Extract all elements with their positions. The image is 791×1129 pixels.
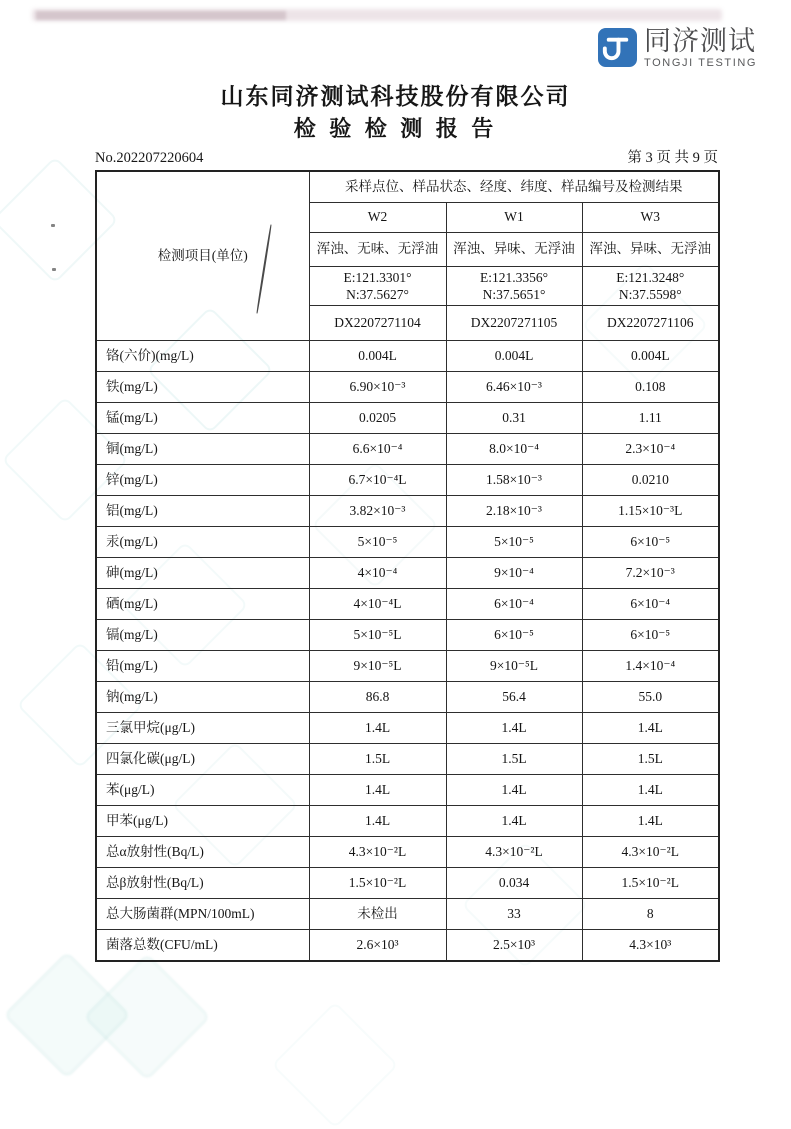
row-item-label: 铜(mg/L) <box>96 434 309 465</box>
column-id: W3 <box>582 203 719 233</box>
table-row <box>96 434 719 465</box>
sample-number: DX2207271105 <box>446 306 582 341</box>
tongji-logo-icon <box>598 28 637 67</box>
table-row <box>96 930 719 962</box>
row-item-label: 菌落总数(CFU/mL) <box>96 930 309 962</box>
table-row <box>96 341 719 372</box>
diagonal-slash <box>256 224 272 313</box>
row-value-cell: 0.034 <box>446 868 582 899</box>
latitude: N:37.5627° <box>346 287 409 302</box>
row-item-label: 铝(mg/L) <box>96 496 309 527</box>
row-item-label: 镉(mg/L) <box>96 620 309 651</box>
row-value-cell: 5×10⁻⁵L <box>309 620 446 651</box>
row-value-cell: 6×10⁻⁵ <box>446 620 582 651</box>
row-item-label: 三氯甲烷(μg/L) <box>96 713 309 744</box>
table-row <box>96 589 719 620</box>
table-row <box>96 837 719 868</box>
row-item-label: 锰(mg/L) <box>96 403 309 434</box>
table-row <box>96 868 719 899</box>
row-item-label: 甲苯(μg/L) <box>96 806 309 837</box>
row-value-cell: 9×10⁻⁴ <box>446 558 582 589</box>
row-item-label: 硒(mg/L) <box>96 589 309 620</box>
row-value-cell: 1.4L <box>446 713 582 744</box>
table-row <box>96 465 719 496</box>
row-value-cell: 2.6×10³ <box>309 930 446 962</box>
table-row <box>96 403 719 434</box>
row-value-cell: 6×10⁻⁴ <box>446 589 582 620</box>
table-row <box>96 558 719 589</box>
row-value-cell: 0.108 <box>582 372 719 403</box>
sample-coordinates <box>309 267 446 306</box>
corner-label: 检测项目(单位) <box>157 247 248 263</box>
row-value-cell: 1.5L <box>309 744 446 775</box>
row-value-cell: 1.4L <box>446 775 582 806</box>
row-item-label: 铬(六价)(mg/L) <box>96 341 309 372</box>
row-value-cell: 未检出 <box>309 899 446 930</box>
row-value-cell: 0.31 <box>446 403 582 434</box>
row-value-cell: 6×10⁻⁵ <box>582 527 719 558</box>
corner-cell <box>96 171 309 341</box>
sample-state: 浑浊、异味、无浮油 <box>582 233 719 267</box>
row-value-cell: 6.46×10⁻³ <box>446 372 582 403</box>
row-value-cell: 86.8 <box>309 682 446 713</box>
row-item-label: 总β放射性(Bq/L) <box>96 868 309 899</box>
row-value-cell: 1.4L <box>582 713 719 744</box>
row-item-label: 砷(mg/L) <box>96 558 309 589</box>
row-value-cell: 33 <box>446 899 582 930</box>
row-value-cell: 1.11 <box>582 403 719 434</box>
row-value-cell: 8.0×10⁻⁴ <box>446 434 582 465</box>
row-item-label: 锌(mg/L) <box>96 465 309 496</box>
table-row <box>96 527 719 558</box>
table-row <box>96 713 719 744</box>
row-value-cell: 1.15×10⁻³L <box>582 496 719 527</box>
sample-state: 浑浊、异味、无浮油 <box>446 233 582 267</box>
row-item-label: 总α放射性(Bq/L) <box>96 837 309 868</box>
row-item-label: 苯(μg/L) <box>96 775 309 806</box>
row-value-cell: 1.5L <box>446 744 582 775</box>
row-value-cell: 1.4L <box>446 806 582 837</box>
row-value-cell: 1.4L <box>309 775 446 806</box>
column-id: W2 <box>309 203 446 233</box>
row-value-cell: 6×10⁻⁵ <box>582 620 719 651</box>
report-title: 检 验 检 测 报 告 <box>293 116 498 141</box>
row-item-label: 铁(mg/L) <box>96 372 309 403</box>
row-value-cell: 4.3×10⁻²L <box>582 837 719 868</box>
report-number: No.202207220604 <box>95 150 204 166</box>
row-value-cell: 56.4 <box>446 682 582 713</box>
row-value-cell: 4×10⁻⁴ <box>309 558 446 589</box>
row-value-cell: 9×10⁻⁵L <box>446 651 582 682</box>
longitude: E:121.3356° <box>479 270 549 285</box>
row-value-cell: 9×10⁻⁵L <box>309 651 446 682</box>
table-row <box>96 496 719 527</box>
sample-number: DX2207271104 <box>309 306 446 341</box>
row-value-cell: 0.0210 <box>582 465 719 496</box>
row-value-cell: 4.3×10⁻²L <box>309 837 446 868</box>
row-value-cell: 0.004L <box>582 341 719 372</box>
column-id: W1 <box>446 203 582 233</box>
page-indicator: 第 3 页 共 9 页 <box>627 150 718 166</box>
table-row <box>96 651 719 682</box>
row-value-cell: 7.2×10⁻³ <box>582 558 719 589</box>
sample-number: DX2207271106 <box>582 306 719 341</box>
row-value-cell: 6.7×10⁻⁴L <box>309 465 446 496</box>
row-value-cell: 1.4L <box>582 806 719 837</box>
table-row <box>96 775 719 806</box>
table-row <box>96 372 719 403</box>
longitude: E:121.3301° <box>343 270 412 285</box>
row-item-label: 四氯化碳(μg/L) <box>96 744 309 775</box>
table-row <box>96 899 719 930</box>
row-value-cell: 2.18×10⁻³ <box>446 496 582 527</box>
row-value-cell: 0.004L <box>309 341 446 372</box>
row-value-cell: 6×10⁻⁴ <box>582 589 719 620</box>
brand-name-en: TONGJI TESTING <box>644 57 758 69</box>
table-row <box>96 620 719 651</box>
company-title: 山东同济测试科技股份有限公司 <box>220 84 571 109</box>
row-value-cell: 4.3×10⁻²L <box>446 837 582 868</box>
sample-coordinates <box>582 267 719 306</box>
row-value-cell: 1.5×10⁻²L <box>582 868 719 899</box>
sample-state: 浑浊、无味、无浮油 <box>309 233 446 267</box>
row-value-cell: 1.5L <box>582 744 719 775</box>
row-value-cell: 6.6×10⁻⁴ <box>309 434 446 465</box>
row-value-cell: 1.4L <box>582 775 719 806</box>
row-value-cell: 3.82×10⁻³ <box>309 496 446 527</box>
latitude: N:37.5598° <box>618 287 682 302</box>
row-value-cell: 8 <box>582 899 719 930</box>
results-tbody <box>96 171 719 961</box>
table-row <box>96 806 719 837</box>
row-value-cell: 1.58×10⁻³ <box>446 465 582 496</box>
table-row <box>96 744 719 775</box>
row-value-cell: 1.4L <box>309 713 446 744</box>
row-value-cell: 0.004L <box>446 341 582 372</box>
row-value-cell: 2.5×10³ <box>446 930 582 962</box>
sample-coordinates <box>446 267 582 306</box>
row-value-cell: 5×10⁻⁵ <box>309 527 446 558</box>
row-value-cell: 6.90×10⁻³ <box>309 372 446 403</box>
row-value-cell: 5×10⁻⁵ <box>446 527 582 558</box>
row-value-cell: 0.0205 <box>309 403 446 434</box>
row-value-cell: 4×10⁻⁴L <box>309 589 446 620</box>
logo <box>598 28 757 69</box>
row-item-label: 铅(mg/L) <box>96 651 309 682</box>
meta-row <box>95 146 718 167</box>
row-item-label: 总大肠菌群(MPN/100mL) <box>96 899 309 930</box>
row-item-label: 汞(mg/L) <box>96 527 309 558</box>
latitude: N:37.5651° <box>482 287 546 302</box>
row-value-cell: 2.3×10⁻⁴ <box>582 434 719 465</box>
row-value-cell: 4.3×10³ <box>582 930 719 962</box>
brand-name-cn: 同济测试 <box>644 26 756 56</box>
row-item-label: 钠(mg/L) <box>96 682 309 713</box>
row-value-cell: 55.0 <box>582 682 719 713</box>
row-value-cell: 1.4L <box>309 806 446 837</box>
table-row <box>96 171 719 203</box>
table-row <box>96 682 719 713</box>
span-header: 采样点位、样品状态、经度、纬度、样品编号及检测结果 <box>309 171 719 203</box>
row-value-cell: 1.5×10⁻²L <box>309 868 446 899</box>
row-value-cell: 1.4×10⁻⁴ <box>582 651 719 682</box>
longitude: E:121.3248° <box>616 270 685 285</box>
results-table <box>95 170 720 962</box>
